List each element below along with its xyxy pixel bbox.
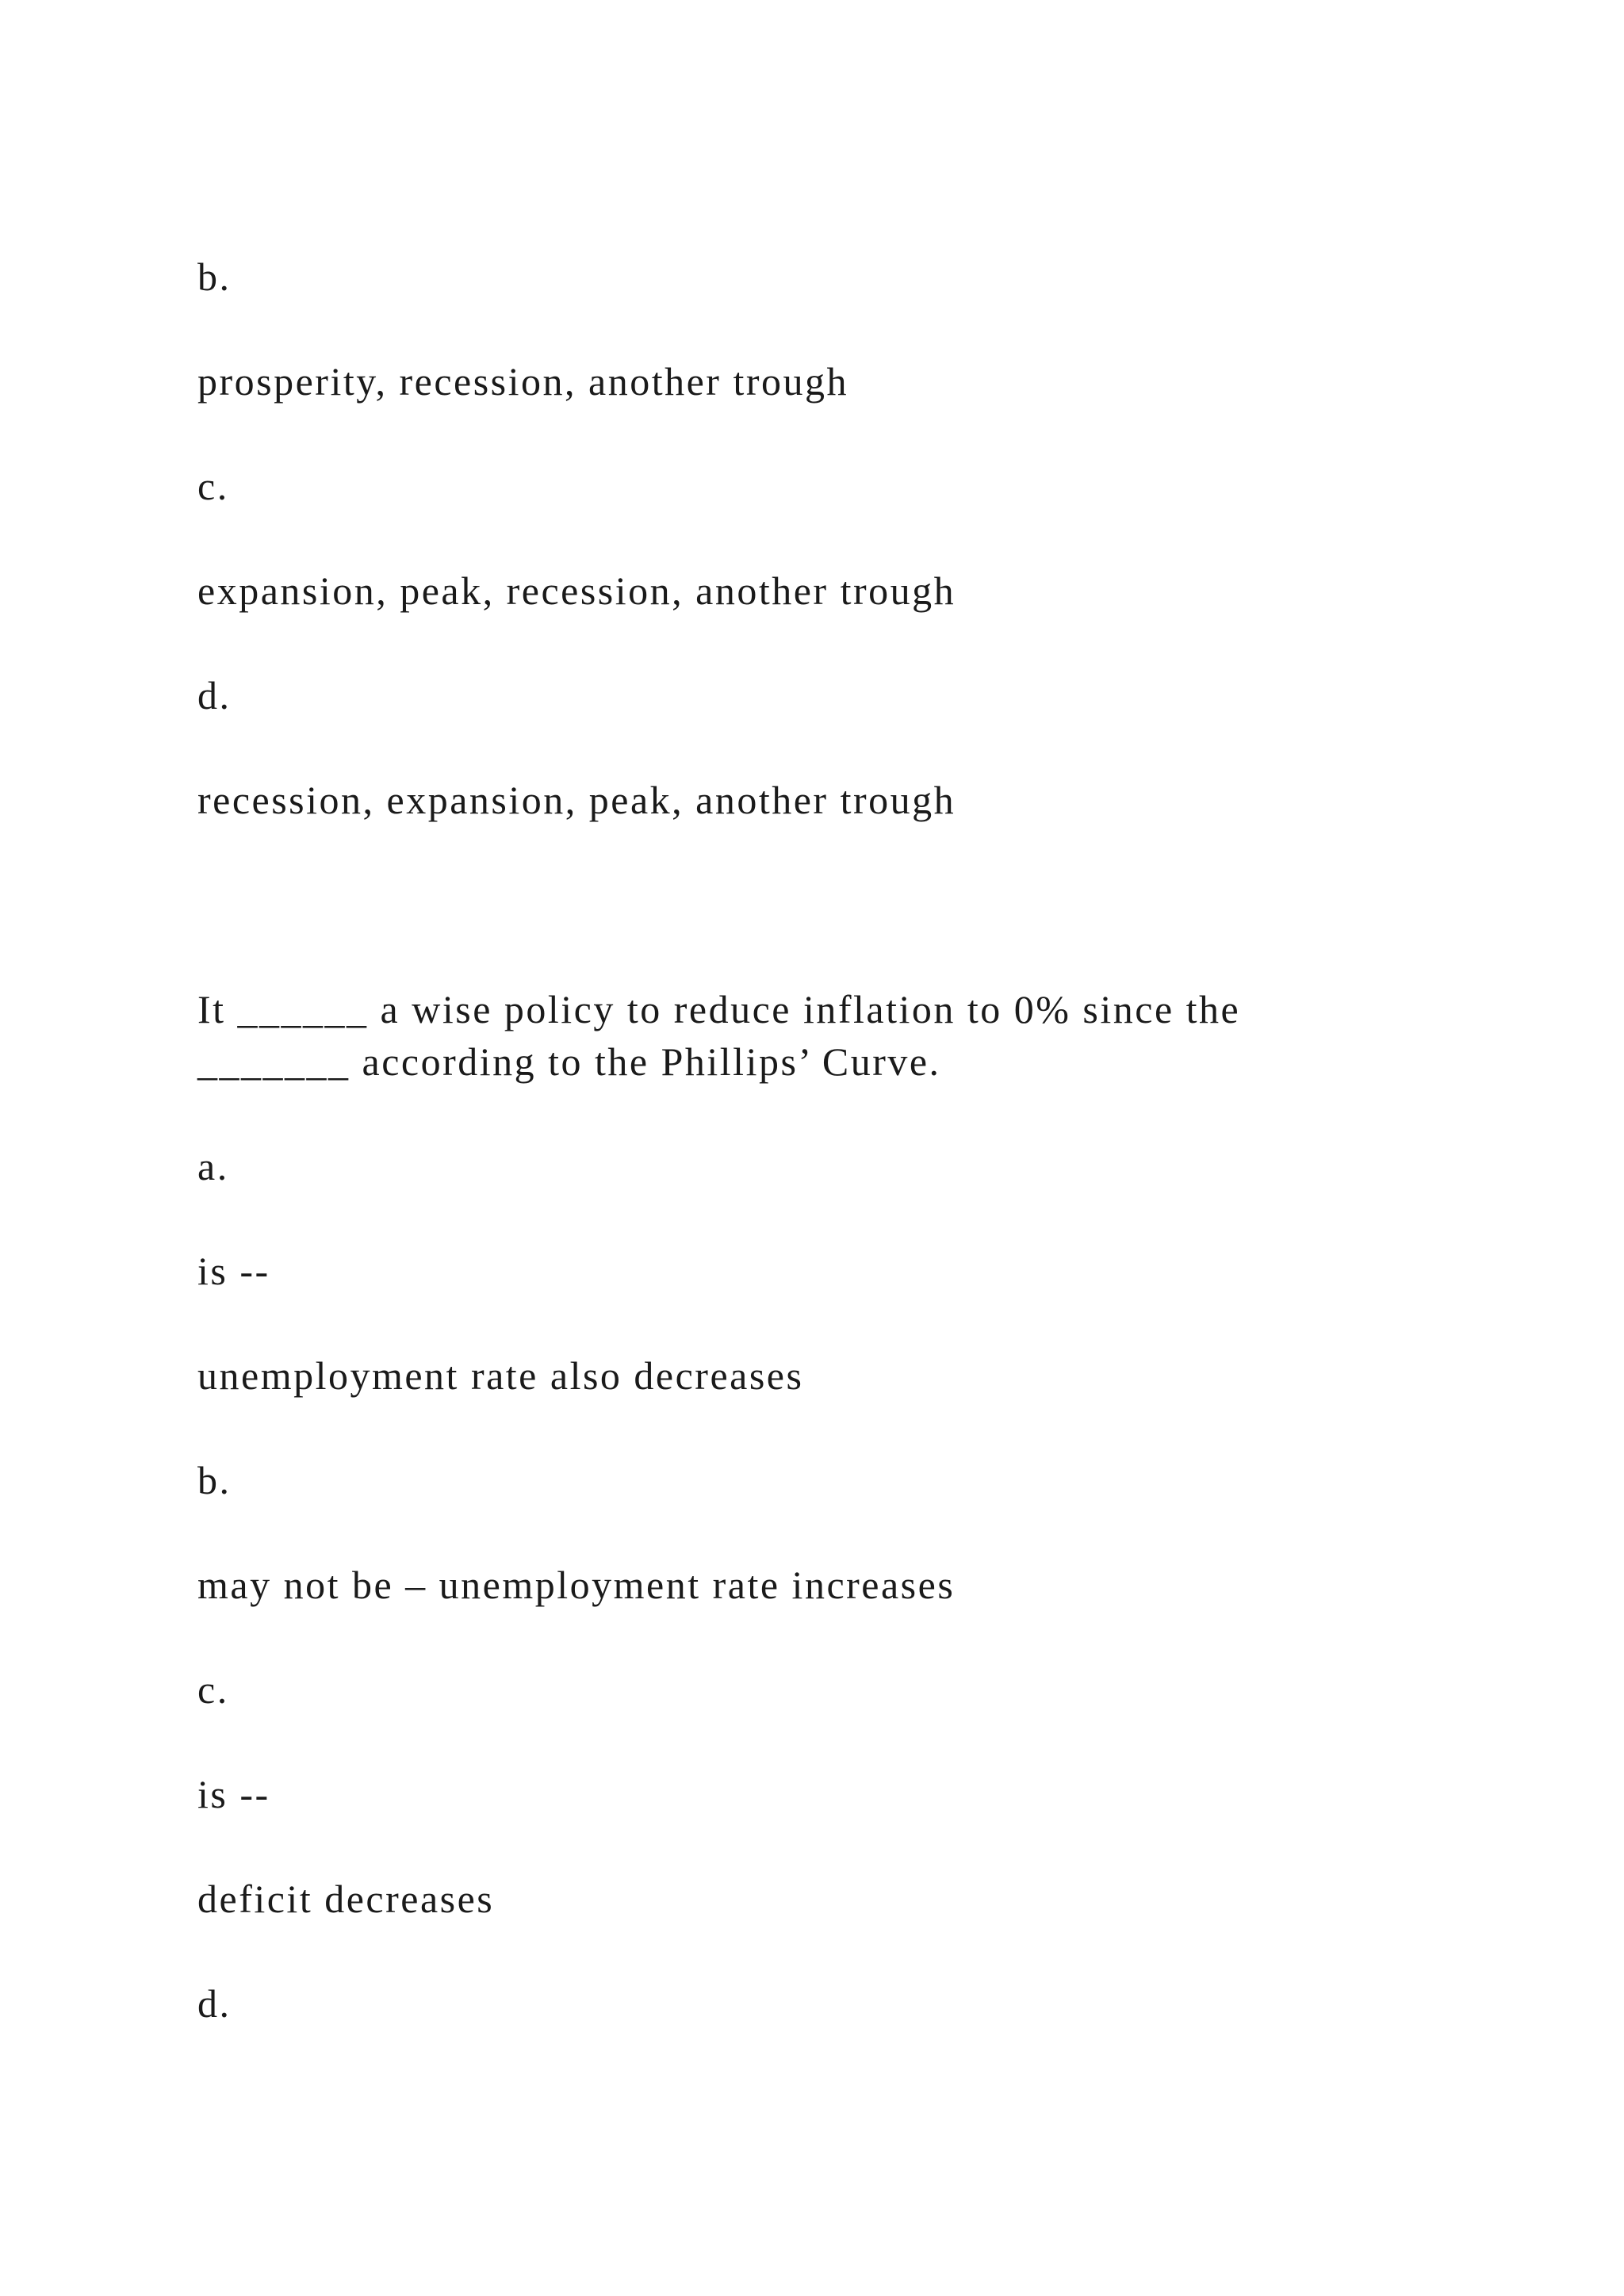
- option-text-c: expansion, peak, recession, another trough: [197, 568, 956, 613]
- option-text-c-line-2: deficit decreases: [197, 1877, 495, 1921]
- question-stem-line-1: It ______ a wise policy to reduce inflation to 0% since the: [197, 987, 1241, 1031]
- option-letter-c: c.: [197, 1667, 229, 1712]
- option-letter-a: a.: [197, 1144, 229, 1188]
- option-letter-c: c.: [197, 464, 229, 508]
- option-letter-d: d.: [197, 1981, 232, 2026]
- option-text-a-line-1: is --: [197, 1249, 270, 1293]
- option-text-b: prosperity, recession, another trough: [197, 359, 848, 404]
- option-letter-b: b.: [197, 254, 232, 299]
- option-letter-d: d.: [197, 673, 232, 718]
- option-text-c-line-1: is --: [197, 1772, 270, 1816]
- option-letter-b: b.: [197, 1458, 232, 1502]
- option-text-a-line-2: unemployment rate also decreases: [197, 1353, 804, 1398]
- question-stem-line-2: _______ according to the Phillips’ Curve.: [197, 1039, 941, 1084]
- option-text-b: may not be – unemployment rate increases: [197, 1563, 956, 1607]
- option-text-d: recession, expansion, peak, another trough: [197, 778, 956, 822]
